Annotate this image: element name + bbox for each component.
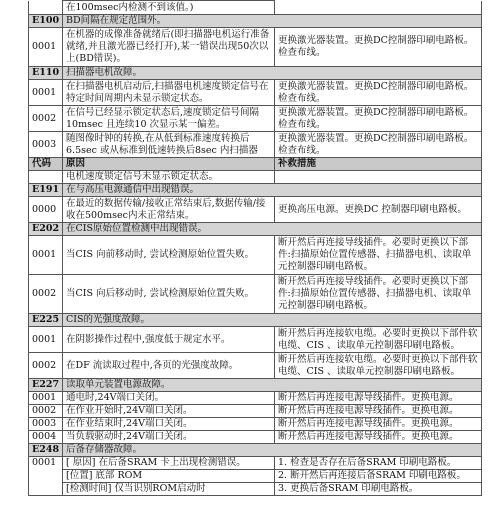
section-header-row — [29, 314, 482, 327]
code-cell: 0001 — [29, 236, 63, 275]
remedy-cell: 断开然后再连接电源导线插件。更换电源。 — [275, 431, 482, 444]
cause-cell: 当CIS 向后移动时, 尝试检测原始位置失败。 — [63, 275, 275, 314]
cause-cell: 在机器的成像准备就绪后(即扫描器电机运行准备就绪,并且激光器已经打开),某一错误出现50次以上(BD错误)。 — [63, 28, 275, 67]
cause-cell: 在最近的数据传输/接收正常结束后,数据传输/接收在500msec内未正常结束。 — [63, 197, 275, 223]
cause-cell: 当CIS 向前移动时, 尝试检测原始位置失败。 — [63, 236, 275, 275]
cause-cell: [检测时间] 仅当识别ROM启动时 — [63, 483, 275, 496]
section-description: CIS的光强度故障。 — [63, 314, 482, 327]
code-cell: 0001 — [29, 392, 63, 405]
remedy-cell: 更换激光器装置。更换DC控制器印刷电路板。检查布线。 — [275, 132, 482, 158]
error-code-cell: E227 — [29, 379, 63, 392]
table-row — [29, 1, 482, 15]
error-code-cell: E202 — [29, 223, 63, 236]
section-header-row — [29, 184, 482, 197]
code-cell: 0004 — [29, 431, 63, 444]
error-code-cell: E191 — [29, 184, 63, 197]
remedy-cell: 断开然后再连接软电缆。必要时更换以下部件软电缆、CIS 、读取单元控制器印刷电路板。 — [275, 353, 482, 379]
remedy-cell — [275, 171, 482, 184]
code-cell: 0002 — [29, 353, 63, 379]
table-row — [29, 327, 482, 353]
cause-cell: [位置] 底部 ROM — [63, 470, 275, 483]
remedy-cell — [275, 1, 482, 15]
code-cell: 0002 — [29, 106, 63, 132]
section-description: BD间隔在规定范围外。 — [63, 15, 482, 28]
code-cell — [29, 171, 63, 184]
remedy-cell: 更换高压电源。更换DC 控制器印刷电路板。 — [275, 197, 482, 223]
table-row — [29, 431, 482, 444]
table-row — [29, 275, 482, 314]
table-row — [29, 483, 482, 496]
code-cell: 0002 — [29, 405, 63, 418]
error-code-table — [28, 0, 482, 496]
error-code-cell: E100 — [29, 15, 63, 28]
code-cell — [29, 470, 63, 483]
table-row — [29, 28, 482, 67]
column-header-remedy: 补救措施 — [275, 158, 482, 171]
column-header-cause: 原因 — [63, 158, 275, 171]
code-cell: 0001 — [29, 327, 63, 353]
section-header-row — [29, 444, 482, 457]
table-row — [29, 132, 482, 158]
cause-cell: [ 原因] 在后备SRAM 卡上出现检测错误。 — [63, 457, 275, 470]
table-row — [29, 197, 482, 223]
table-row — [29, 171, 482, 184]
cause-cell: 当负载驱动时,24V端口关闭。 — [63, 431, 275, 444]
section-description: 后备存储器故障。 — [63, 444, 482, 457]
code-cell: 0002 — [29, 275, 63, 314]
remedy-cell: 更换激光器装置。更换DC控制器印刷电路板。检查布线。 — [275, 28, 482, 67]
table-row — [29, 418, 482, 431]
code-cell — [29, 483, 63, 496]
section-header-row — [29, 379, 482, 392]
error-code-cell: E248 — [29, 444, 63, 457]
remedy-cell: 断开然后再连接导线插件。必要时更换以下部件:扫描原始位置传感器、扫描器电机、读取单元控制器印刷电路板。 — [275, 236, 482, 275]
code-cell — [29, 1, 63, 15]
cause-cell: 在扫描器电机启动后,扫描器电机速度锁定信号在特定时间周期内未显示锁定状态。 — [63, 80, 275, 106]
section-description: 在与高压电源通信中出现错误。 — [63, 184, 482, 197]
cause-cell: 在作业结束时,24V端口关闭。 — [63, 418, 275, 431]
code-cell: 0001 — [29, 80, 63, 106]
cause-cell: 在100msec内检测不到该值。) — [63, 1, 275, 15]
column-header-code: 代码 — [29, 158, 63, 171]
remedy-cell: 1. 检查是否存在后备SRAM 印刷电路板。 — [275, 457, 482, 470]
cause-cell: 电机速度锁定信号未显示锁定状态。 — [63, 171, 275, 184]
section-description: 扫描器电机故障。 — [63, 67, 482, 80]
remedy-cell: 断开然后再连接电源导线插件。更换电源。 — [275, 405, 482, 418]
remedy-cell: 更换激光器装置。更换DC控制器印刷电路板。检查布线。 — [275, 106, 482, 132]
table-row — [29, 353, 482, 379]
code-cell: 0000 — [29, 197, 63, 223]
cause-cell: 随图像时钟的转换,在从低到标准速度转换后6.5sec 或从标准到低速转换后8sec 内扫描器 — [63, 132, 275, 158]
section-description: 在CIS原始位置检测中出现错误。 — [63, 223, 482, 236]
remedy-cell: 2. 断开然后再连接后备SRAM 印刷电路板。 — [275, 470, 482, 483]
code-cell: 0003 — [29, 132, 63, 158]
table-row — [29, 470, 482, 483]
table-row — [29, 80, 482, 106]
table-row — [29, 236, 482, 275]
cause-cell: 在阴影操作过程中,强度低于规定水平。 — [63, 327, 275, 353]
error-code-cell: E110 — [29, 67, 63, 80]
error-code-cell: E225 — [29, 314, 63, 327]
table-row — [29, 392, 482, 405]
remedy-cell: 3. 更换后备SRAM 印刷电路板。 — [275, 483, 482, 496]
column-header-row — [29, 158, 482, 171]
code-cell: 0003 — [29, 418, 63, 431]
code-cell: 0001 — [29, 457, 63, 470]
remedy-cell: 断开然后再连接导线插件。必要时更换以下部件:扫描原始位置传感器、扫描器电机、读取单元控制器印刷电路板。 — [275, 275, 482, 314]
remedy-cell: 断开然后再连接软电缆。必要时更换以下部件软电缆、CIS 、读取单元控制器印刷电路板。 — [275, 327, 482, 353]
table-row — [29, 405, 482, 418]
remedy-cell: 更换激光器装置。更换DC控制器印刷电路板。检查布线。 — [275, 80, 482, 106]
section-description: 读取单元装置电源故障。 — [63, 379, 482, 392]
code-cell: 0001 — [29, 28, 63, 67]
cause-cell: 在DF 流读取过程中,各页的光强度故障。 — [63, 353, 275, 379]
section-header-row — [29, 223, 482, 236]
section-header-row — [29, 67, 482, 80]
cause-cell: 在信号已经显示锁定状态后,速度锁定信号间隔10msec 且连续10 次显示某一偏差。 — [63, 106, 275, 132]
cause-cell: 在作业开始时,24V端口关闭。 — [63, 405, 275, 418]
remedy-cell: 断开然后再连接电源导线插件。更换电源。 — [275, 392, 482, 405]
table-row — [29, 457, 482, 470]
section-header-row — [29, 15, 482, 28]
remedy-cell: 断开然后再连接电源导线插件。更换电源。 — [275, 418, 482, 431]
table-row — [29, 106, 482, 132]
cause-cell: 通电时,24V端口关闭。 — [63, 392, 275, 405]
